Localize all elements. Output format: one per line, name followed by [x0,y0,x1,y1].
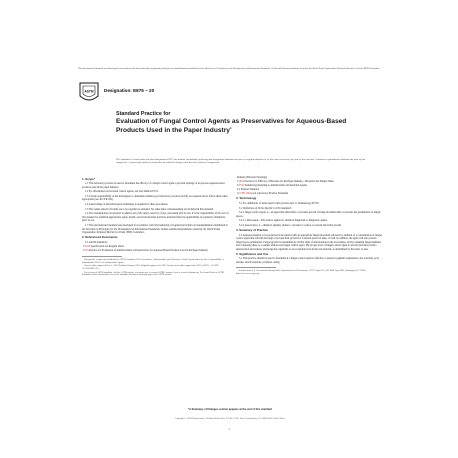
reference-item [236,192,383,196]
reference-title: Industry (Bacterial Spoilage) [237,176,268,179]
paragraph: 3.2.1.1 Discussion—This term is applied to chemical fungicidal or fungistatic agents. [239,219,328,223]
paragraph: 1.7 This international standard was developed in accordance with internationally recognized principles on standardization established in the Decision on Principles for the Development of International Standards, Guides and Recommendations issued by the World Trade Organization Technical Barriers to Trade (TBT) Committee. [82,224,228,235]
paragraph: 3.2.1 fungal control agent, n—an agent that either kills or prevents growth of fungi and either kills or prevents the germination of fungal spores. [236,211,381,218]
right-column [236,176,383,277]
reference-code-link[interactable]: E1054 [237,180,244,184]
paragraph: 2.1 ASTM Standards: [85,240,108,244]
paragraph: 1.4 A knowledge of microbiological techniques is required for these procedures. [85,203,169,207]
title-footnote-marker: 1 [229,126,232,131]
reference-item [236,180,383,184]
reference-item [236,176,383,180]
reference-title: Practice for Evaluation of Antimicrobials as Preservatives for Aqueous-Based Products Used in the Paper Industry [89,249,208,253]
paragraph: 1.6 This standard does not purport to address all of the safety concerns, if any, associated with its use. It is the responsibility of the user of this standard to establish appropriate safety, health, and environmental practices and determine the applicability of regulatory limitations prior to use. [82,212,229,223]
paragraph: 1.1 This laboratory practice is used to determine the efficacy of a fungal control agent to prevent spoilage of in-process aqueous-based products used in the paper industry. [82,182,225,189]
section-heading-referenced-documents: 2. Referenced Documents [82,235,118,240]
paragraph: 3.2 Definitions of Terms Specific to This Standard: [239,206,292,210]
paragraph: 3.2.2 preservative, n—chemical agent(s) added to a product to reduce or prevent microbial growth. [239,224,342,228]
section-heading-summary: 4. Summary of Practice [236,228,268,233]
section-heading-terminology: 3. Terminology [236,196,257,201]
reference-code-link[interactable]: D1193 [83,245,90,249]
reference-code-link[interactable]: 40 CFR 160 [237,192,250,196]
title-block [116,111,356,135]
reference-title: 2.2 Federal Standard: [237,188,260,192]
document-subtitle: Standard Practice for [116,111,171,117]
reference-title: Specification for Reagent Water [90,245,124,249]
paragraph: 1.2 For information on bacterial control agents, see Test Method E723. [85,190,159,194]
designation-label: Designation: E875 − 20 [104,88,155,93]
international-standard-notice: This international standard was developed in accordance with internationally recognized principles on standardization established in the Decision on Principles for the Development of International Standards, Guides and Recommendations issued by the World Trade Organization Technical Barriers to Trade (TBT) Committee. [78,68,380,70]
copyright-line: Copyright © ASTM International, 100 Barr Harbor Drive, PO Box C700, West Conshohocken, PA 19428-2959. United States [174,418,286,420]
footnote: This practice is under the jurisdiction of ASTM Committee E35 on Pesticides, Antimicrobials, and Alternative Control Agents and is the direct responsibility of Subcommittee E35.15 on Antimicrobial Agents. [82,258,224,264]
reference-title: Terminology Relating to Antimicrobial and Antiviral Agents [244,184,308,188]
section-heading-significance: 5. Significance and Use [236,251,269,256]
footnote: Available from U.S. Government Printing Office Superintendent of Documents, 732 N. Capitol St., NW, Mail Stop: SDE, Washington, DC 20401, http://www.access.gpo.gov. [236,270,367,275]
section-heading-scope: 1. Scope* [82,176,96,181]
reference-code-link[interactable]: E2756 [237,184,244,188]
left-column [82,176,229,278]
summary-of-changes-notice: *A Summary of Changes section appears at the end of this standard [188,408,272,411]
reference-item [236,184,383,188]
reference-title: Good Laboratory Practice Standards [250,192,289,196]
paragraph: 4.1 Aqueous material to be preserved is inoculated with an appropriate fungal inoculum followed by addition of a concentration of fungal control agent that will kill the fungi or prevent their growth for a desired period of time, or both. In addition, the agent will also prevent fungal spore germination. Fungal growth is determined by visible signs of deterioration in the test sample, and by obtaining fungal numbers and comparing these to a sample without any fungal control agent. The proper level of fungal control agent is one that prevents product deterioration and reduces and keeps the organisms to an acceptable level in the test material, as determined by the tester or user. [236,233,382,251]
paragraph: 1.5 The values stated in SI units are to be regarded as standard. No other units of measurement are included in this standard. [85,207,214,211]
paragraph: 5.1 This practice should be used to determine if a fungal control agent is effective to preserve pigment suspensions, dye solutions, poly slurries, starch solutions, polymers, sizing [236,257,379,264]
footnote-divider [82,256,122,257]
reference-item [82,249,229,253]
document-title [116,118,356,135]
reference-title: Practices for Efficacy of Biocides for the Paper Industry—Bacterial and Fungal Slime [244,180,334,184]
footnote-divider [236,267,276,268]
document-title-text: Evaluation of Fungal Control Agents as Preservatives for Aqueous-Based Products Used in the Paper Industry [116,117,347,135]
page-number: 1 [228,428,230,431]
footnote: For referenced ASTM standards, visit the ASTM website, www.astm.org, or contact ASTM Customer Service at service@astm.org. For Annual Book of ASTM Standards volume information, refer to the standard's Document Summary page on the ASTM website. [82,271,224,277]
paragraph: 3.1 For definitions of terms used in this practice refer to Terminology E2756. [239,201,320,205]
issuance-statement: This standard is issued under the fixed designation E875; the number immediately following the designation indicates the year of original adoption or, in the case of revision, the year of last revision. A number in parentheses indicates the year of last reapproval. A superscript epsilon (ε) indicates an editorial change since the last revision or reapproval. [116,158,366,165]
svg-text:ASTM: ASTM [84,89,94,94]
reference-code-link[interactable]: E723 [83,249,89,253]
reference-item [236,188,383,192]
paragraph: 1.3 It is the responsibility of the investigator to determine whether good laboratory practices (GLP) are required and to follow them when appropriate (see 40 CFR 160). [82,194,228,202]
reference-item [82,245,229,249]
astm-logo-icon [78,80,100,106]
footnote: Current edition approved Nov. 1, 2020. Published January 2021. Originally approved in 1982. Last previous edition approved in 2013 as E875 – 13. DOI: 10.1520/E0875-20. [82,265,219,271]
